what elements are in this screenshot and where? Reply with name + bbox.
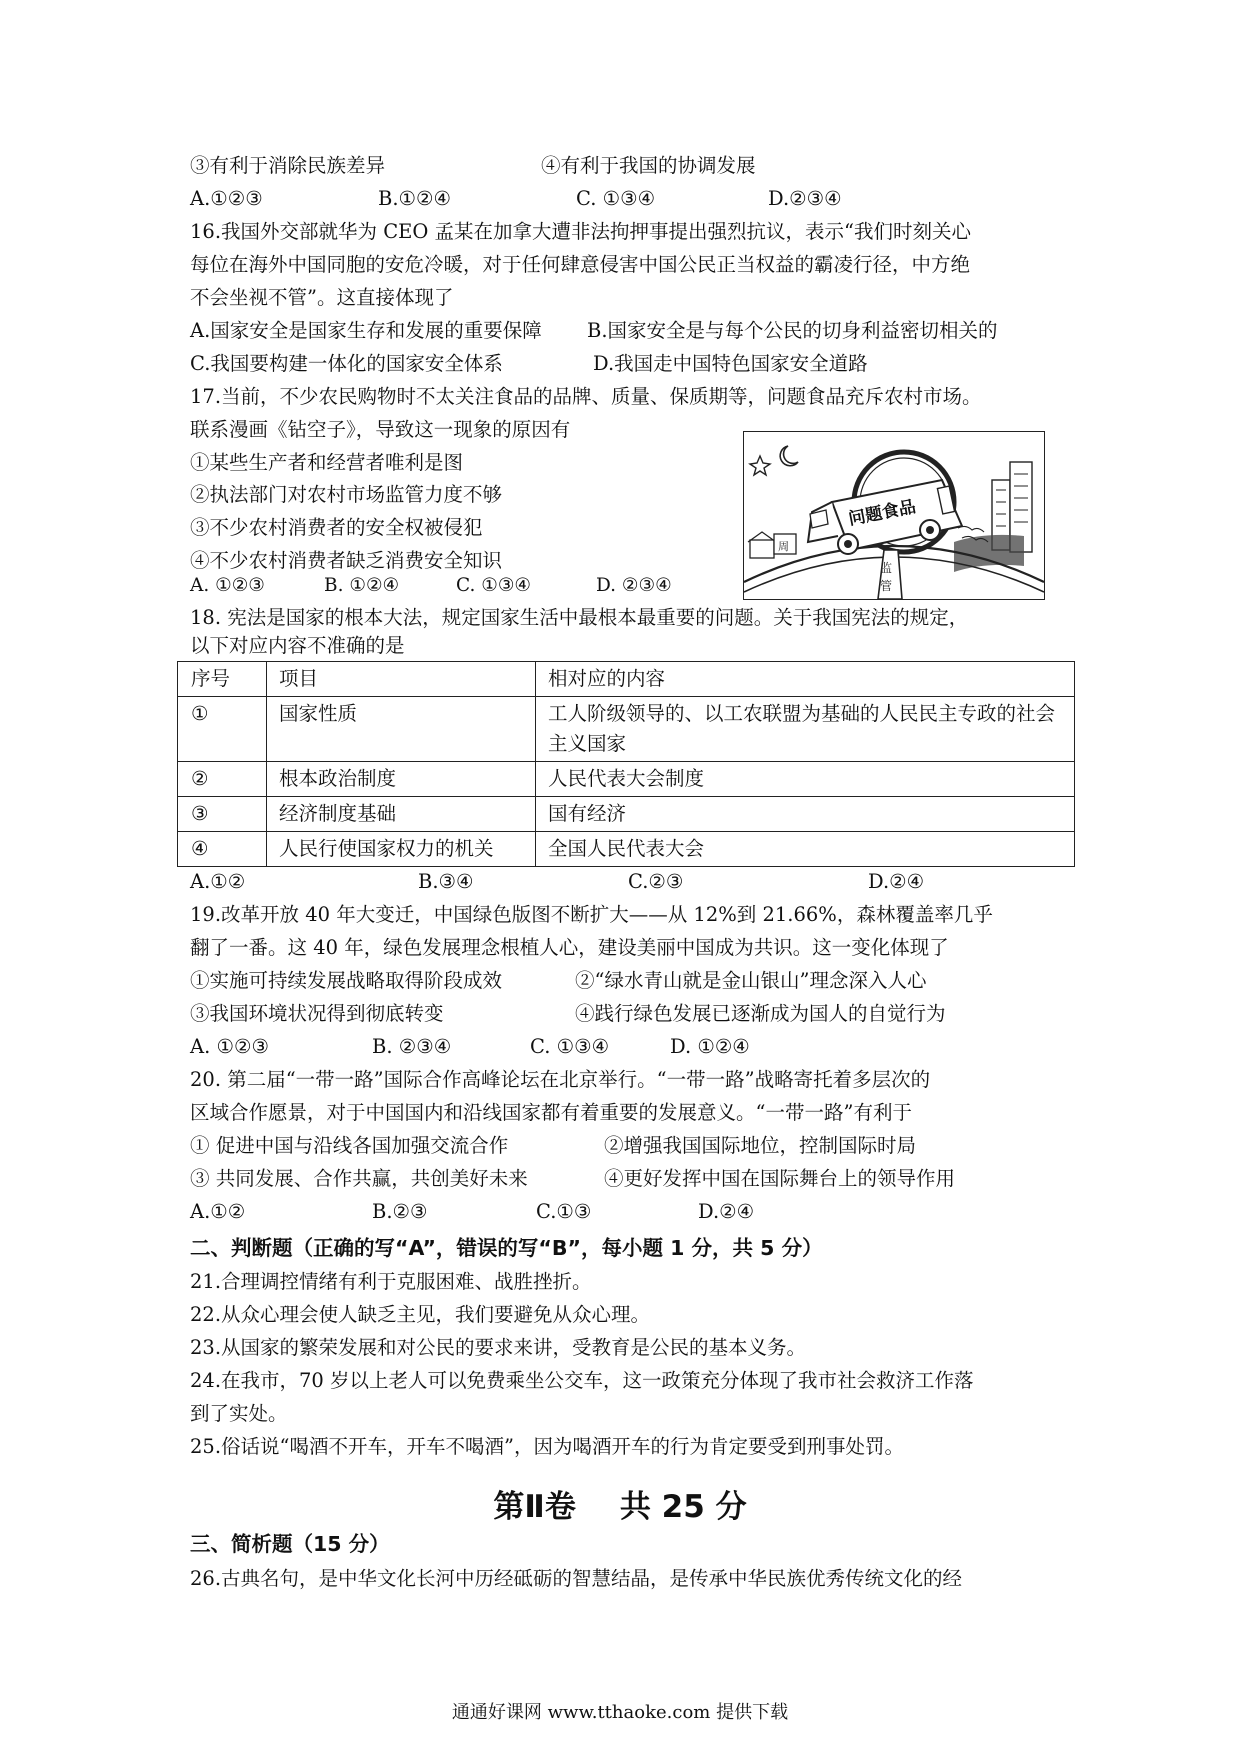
q20-line1: 20. 第二届“一带一路”国际合作高峰论坛在北京举行。“一带一路”战略寄托着多层次的 xyxy=(190,1068,931,1091)
q15-stmt3: ③有利于消除民族差异 xyxy=(190,154,386,177)
option-b: B.③④ xyxy=(418,870,474,893)
table-cell: 经济制度基础 xyxy=(267,797,536,832)
q17-stmt4: ④不少农村消费者缺乏消费安全知识 xyxy=(190,549,503,572)
footer-text: 通通好课网 www.tthaoke.com 提供下载 xyxy=(451,1702,789,1723)
truck-label: 问题食品 xyxy=(846,497,918,530)
option-a: A.①② xyxy=(190,870,246,893)
option-a: A. ①②③ xyxy=(190,575,265,596)
table-row xyxy=(178,762,1075,797)
table-header: 序号 xyxy=(178,662,267,697)
q18-options xyxy=(190,868,924,896)
table-header: 项目 xyxy=(267,662,536,697)
option-b: B. ②③④ xyxy=(372,1035,452,1058)
q21: 21.合理调控情绪有利于克服困难、战胜挫折。 xyxy=(190,1270,592,1293)
q17-options xyxy=(190,572,672,600)
q17-stmt2: ②执法部门对农村市场监管力度不够 xyxy=(190,483,503,506)
option-a: A.①② xyxy=(190,1200,246,1223)
building-label: 周 xyxy=(778,540,789,553)
option-b: B.②③ xyxy=(372,1200,428,1223)
option-d: D. ①②④ xyxy=(670,1035,750,1058)
q20-options xyxy=(190,1198,754,1226)
pole-label-2: 管 xyxy=(880,579,893,593)
q20-stmt3: ③ 共同发展、合作共赢，共创美好未来 xyxy=(190,1167,528,1190)
table-cell: 工人阶级领导的、以工农联盟为基础的人民民主专政的社会主义国家 xyxy=(536,697,1075,762)
table-cell: ① xyxy=(178,697,267,762)
table-cell: ③ xyxy=(178,797,267,832)
table-row xyxy=(178,832,1075,867)
q16-option-d: D.我国走中国特色国家安全道路 xyxy=(593,352,868,375)
q19-stmt4: ④践行绿色发展已逐渐成为国人的自觉行为 xyxy=(575,1002,946,1025)
part2-title-left: 第Ⅱ卷 xyxy=(493,1489,576,1525)
table-cell: 国有经济 xyxy=(536,797,1075,832)
table-row xyxy=(178,697,1075,762)
q15-stmt4: ④有利于我国的协调发展 xyxy=(541,154,756,177)
q19-line2: 翻了一番。这 40 年，绿色发展理念根植人心，建设美丽中国成为共识。这一变化体现了 xyxy=(190,936,949,959)
option-b: B. ①②④ xyxy=(324,575,400,596)
option-b: B.①②④ xyxy=(378,187,451,210)
table-cell: ④ xyxy=(178,832,267,867)
option-d: D. ②③④ xyxy=(596,575,672,596)
option-d: D.②③④ xyxy=(768,187,842,210)
q17-line2: 联系漫画《钻空子》，导致这一现象的原因有 xyxy=(190,418,571,441)
q18-line2: 以下对应内容不准确的是 xyxy=(190,634,405,657)
q20-stmt4: ④更好发挥中国在国际舞台上的领导作用 xyxy=(604,1167,956,1190)
option-c: C.①③ xyxy=(536,1200,592,1223)
option-c: C. ①③④ xyxy=(576,187,656,210)
table-cell: 根本政治制度 xyxy=(267,762,536,797)
q19-stmt2: ②“绿水青山就是金山银山”理念深入人心 xyxy=(575,969,927,992)
cartoon-drawing xyxy=(744,432,1044,599)
option-c: C.②③ xyxy=(628,870,684,893)
q22: 22.从众心理会使人缺乏主见，我们要避免从众心理。 xyxy=(190,1303,651,1326)
q17-stmt1: ①某些生产者和经营者唯利是图 xyxy=(190,451,464,474)
section2-title: 二、判断题（正确的写“A”，错误的写“B”，每小题 1 分，共 5 分） xyxy=(190,1236,823,1260)
q16-option-c: C.我国要构建一体化的国家安全体系 xyxy=(190,352,503,375)
table-cell: ② xyxy=(178,762,267,797)
q18-line1: 18. 宪法是国家的根本大法，规定国家生活中最根本最重要的问题。关于我国宪法的规定， xyxy=(190,606,969,629)
q23: 23.从国家的繁荣发展和对公民的要求来讲，受教育是公民的基本义务。 xyxy=(190,1336,807,1359)
table-cell: 国家性质 xyxy=(267,697,536,762)
q15-options xyxy=(190,185,842,213)
option-d: D.②④ xyxy=(698,1200,755,1223)
q19-line1: 19.改革开放 40 年大变迁，中国绿色版图不断扩大——从 12%到 21.66%，森林覆盖率几乎 xyxy=(190,903,993,926)
table-cell: 人民代表大会制度 xyxy=(536,762,1075,797)
table-header: 相对应的内容 xyxy=(536,662,1075,697)
q20-stmt2: ②增强我国国际地位，控制国际时局 xyxy=(604,1134,917,1157)
q20-line2: 区域合作愿景，对于中国国内和沿线国家都有着重要的发展意义。“一带一路”有利于 xyxy=(190,1101,912,1124)
table-cell: 人民行使国家权力的机关 xyxy=(267,832,536,867)
q16-line3: 不会坐视不管”。这直接体现了 xyxy=(190,286,454,309)
part2-title-right: 共 25 分 xyxy=(619,1489,747,1525)
q19-stmt3: ③我国环境状况得到彻底转变 xyxy=(190,1002,444,1025)
section3-title: 三、简析题（15 分） xyxy=(190,1532,390,1556)
table-row xyxy=(178,797,1075,832)
q17-stmt3: ③不少农村消费者的安全权被侵犯 xyxy=(190,516,483,539)
option-a: A. ①②③ xyxy=(190,1035,269,1058)
cartoon-image xyxy=(743,431,1045,600)
option-c: C. ①③④ xyxy=(456,575,532,596)
q16-line1: 16.我国外交部就华为 CEO 孟某在加拿大遭非法拘押事提出强烈抗议，表示“我们时刻关心 xyxy=(190,220,972,243)
q19-stmt1: ①实施可持续发展战略取得阶段成效 xyxy=(190,969,503,992)
q24-line1: 24.在我市，70 岁以上老人可以免费乘坐公交车，这一政策充分体现了我市社会救济工作落 xyxy=(190,1369,974,1392)
table-header-row xyxy=(178,662,1075,697)
option-a: A.①②③ xyxy=(190,187,263,210)
q17-line1: 17.当前，不少农民购物时不太关注食品的品牌、质量、保质期等，问题食品充斥农村市场。 xyxy=(190,385,982,408)
q16-option-a: A.国家安全是国家生存和发展的重要保障 xyxy=(190,319,542,342)
q25: 25.俗话说“喝酒不开车，开车不喝酒”，因为喝酒开车的行为肯定要受到刑事处罚。 xyxy=(190,1435,904,1458)
q24-line2: 到了实处。 xyxy=(190,1402,288,1425)
pole-label-1: 监 xyxy=(880,561,893,575)
q16-option-b: B.国家安全是与每个公民的切身利益密切相关的 xyxy=(587,319,998,342)
option-c: C. ①③④ xyxy=(530,1035,610,1058)
q26-line1: 26.古典名句，是中华文化长河中历经砥砺的智慧结晶，是传承中华民族优秀传统文化的经 xyxy=(190,1567,963,1590)
q18-table xyxy=(177,661,1075,867)
part2-heading xyxy=(0,1481,1240,1526)
table-cell: 全国人民代表大会 xyxy=(536,832,1075,867)
q19-options xyxy=(190,1033,750,1061)
q20-stmt1: ① 促进中国与沿线各国加强交流合作 xyxy=(190,1134,509,1157)
option-d: D.②④ xyxy=(868,870,925,893)
q16-line2: 每位在海外中国同胞的安危冷暖，对于任何肆意侵害中国公民正当权益的霸凌行径，中方绝 xyxy=(190,253,971,276)
